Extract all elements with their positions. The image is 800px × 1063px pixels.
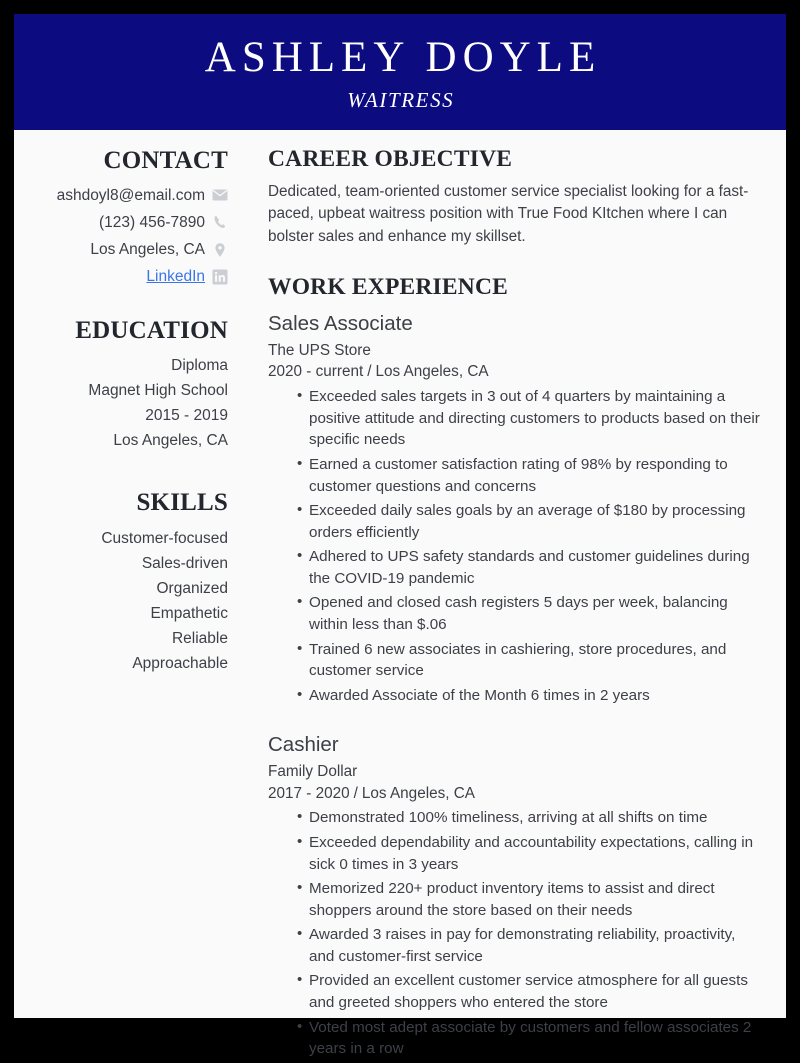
skill-item: Organized xyxy=(156,580,228,598)
job-bullet: • Awarded Associate of the Month 6 times in 2 years xyxy=(297,685,762,707)
job-bullet-list xyxy=(268,807,762,1059)
work-experience-entry xyxy=(268,732,762,1059)
job-bullet: • Adhered to UPS safety standards and customer guidelines during the COVID-19 pandemic xyxy=(297,546,762,589)
header-subtitle: WAITRESS xyxy=(347,88,455,113)
job-meta-separator: / xyxy=(367,363,372,381)
skill-item: Reliable xyxy=(171,630,228,648)
education-line: 2015 - 2019 xyxy=(145,407,228,425)
job-title: Cashier xyxy=(268,733,339,757)
linkedin-icon[interactable] xyxy=(212,269,228,285)
job-bullet: • Exceeded daily sales goals by an average of $180 by processing orders efficiently xyxy=(297,500,762,543)
skill-item: Approachable xyxy=(132,655,228,673)
contact-email-text: ashdoyl8@email.com xyxy=(56,186,205,204)
job-dates: 2017 - 2020 xyxy=(268,784,350,802)
job-dates: 2020 - current xyxy=(268,363,364,381)
job-company: The UPS Store xyxy=(268,341,371,359)
skills-section-heading: SKILLS xyxy=(136,489,228,517)
main-content xyxy=(246,130,786,1063)
education-line: Los Angeles, CA xyxy=(113,432,228,450)
job-bullet: • Voted most adept associate by customers and fellow associates 2 years in a row xyxy=(297,1017,762,1060)
resume-header xyxy=(14,14,786,130)
contact-item-location xyxy=(24,238,228,261)
contact-item-phone xyxy=(24,211,228,234)
skill-item: Customer-focused xyxy=(101,529,228,547)
job-meta-separator: / xyxy=(353,784,358,802)
education-section-heading: EDUCATION xyxy=(75,316,228,344)
job-company: Family Dollar xyxy=(268,762,358,780)
contact-phone-text: (123) 456-7890 xyxy=(99,213,205,231)
career-objective-heading: CAREER OBJECTIVE xyxy=(268,146,513,172)
envelope-icon xyxy=(212,187,228,203)
skill-item: Sales-driven xyxy=(141,555,228,573)
job-bullet: • Provided an excellent customer service atmosphere for all guests and greeted shoppers who entered the store xyxy=(297,970,762,1013)
job-bullet: • Awarded 3 raises in pay for demonstrating reliability, proactivity, and customer-first service xyxy=(297,924,762,967)
job-bullet: • Opened and closed cash registers 5 days per week, balancing within less than $.06 xyxy=(297,592,762,635)
job-location: Los Angeles, CA xyxy=(361,784,476,802)
job-location: Los Angeles, CA xyxy=(375,363,489,381)
job-bullet-list xyxy=(268,386,762,706)
contact-location-text: Los Angeles, CA xyxy=(90,241,205,258)
education-line: Diploma xyxy=(171,357,228,374)
career-objective-text: Dedicated, team-oriented customer service specialist looking for a fast-paced, upbeat waitress position with True Food KItchen where I can bolster sales and enhance my skillset. xyxy=(268,182,749,245)
job-meta xyxy=(268,783,762,805)
job-bullet: • Memorized 220+ product inventory items to assist and direct shoppers around the store based on their needs xyxy=(297,878,762,921)
work-experience-entry xyxy=(268,311,762,706)
contact-item-linkedin[interactable] xyxy=(24,265,228,288)
resume-body xyxy=(14,130,786,1063)
sidebar xyxy=(14,130,246,677)
job-bullet: • Demonstrated 100% timeliness, arriving at all shifts on time xyxy=(297,807,762,829)
resume-page xyxy=(14,14,786,1058)
job-bullet: • Earned a customer satisfaction rating of 98% by responding to customer questions and concerns xyxy=(297,454,762,497)
work-experience-heading: WORK EXPERIENCE xyxy=(268,274,508,301)
job-meta xyxy=(268,361,762,383)
job-bullet: • Trained 6 new associates in cashiering, store procedures, and customer service xyxy=(297,639,762,682)
job-title: Sales Associate xyxy=(268,312,413,336)
location-pin-icon xyxy=(212,242,228,258)
education-line: Magnet High School xyxy=(88,382,228,400)
contact-item-email xyxy=(24,184,228,207)
page-title: ASHLEY DOYLE xyxy=(204,33,602,81)
job-bullet: • Exceeded dependability and accountability expectations, calling in sick 0 times in 3 years xyxy=(297,832,762,875)
job-bullet: • Exceeded sales targets in 3 out of 4 quarters by maintaining a positive attitude and directing customers to products based on their specific needs xyxy=(297,386,762,451)
skill-item: Empathetic xyxy=(150,605,228,623)
linkedin-link[interactable]: LinkedIn xyxy=(146,268,205,286)
phone-icon xyxy=(212,214,228,230)
contact-section-heading: CONTACT xyxy=(103,147,228,174)
